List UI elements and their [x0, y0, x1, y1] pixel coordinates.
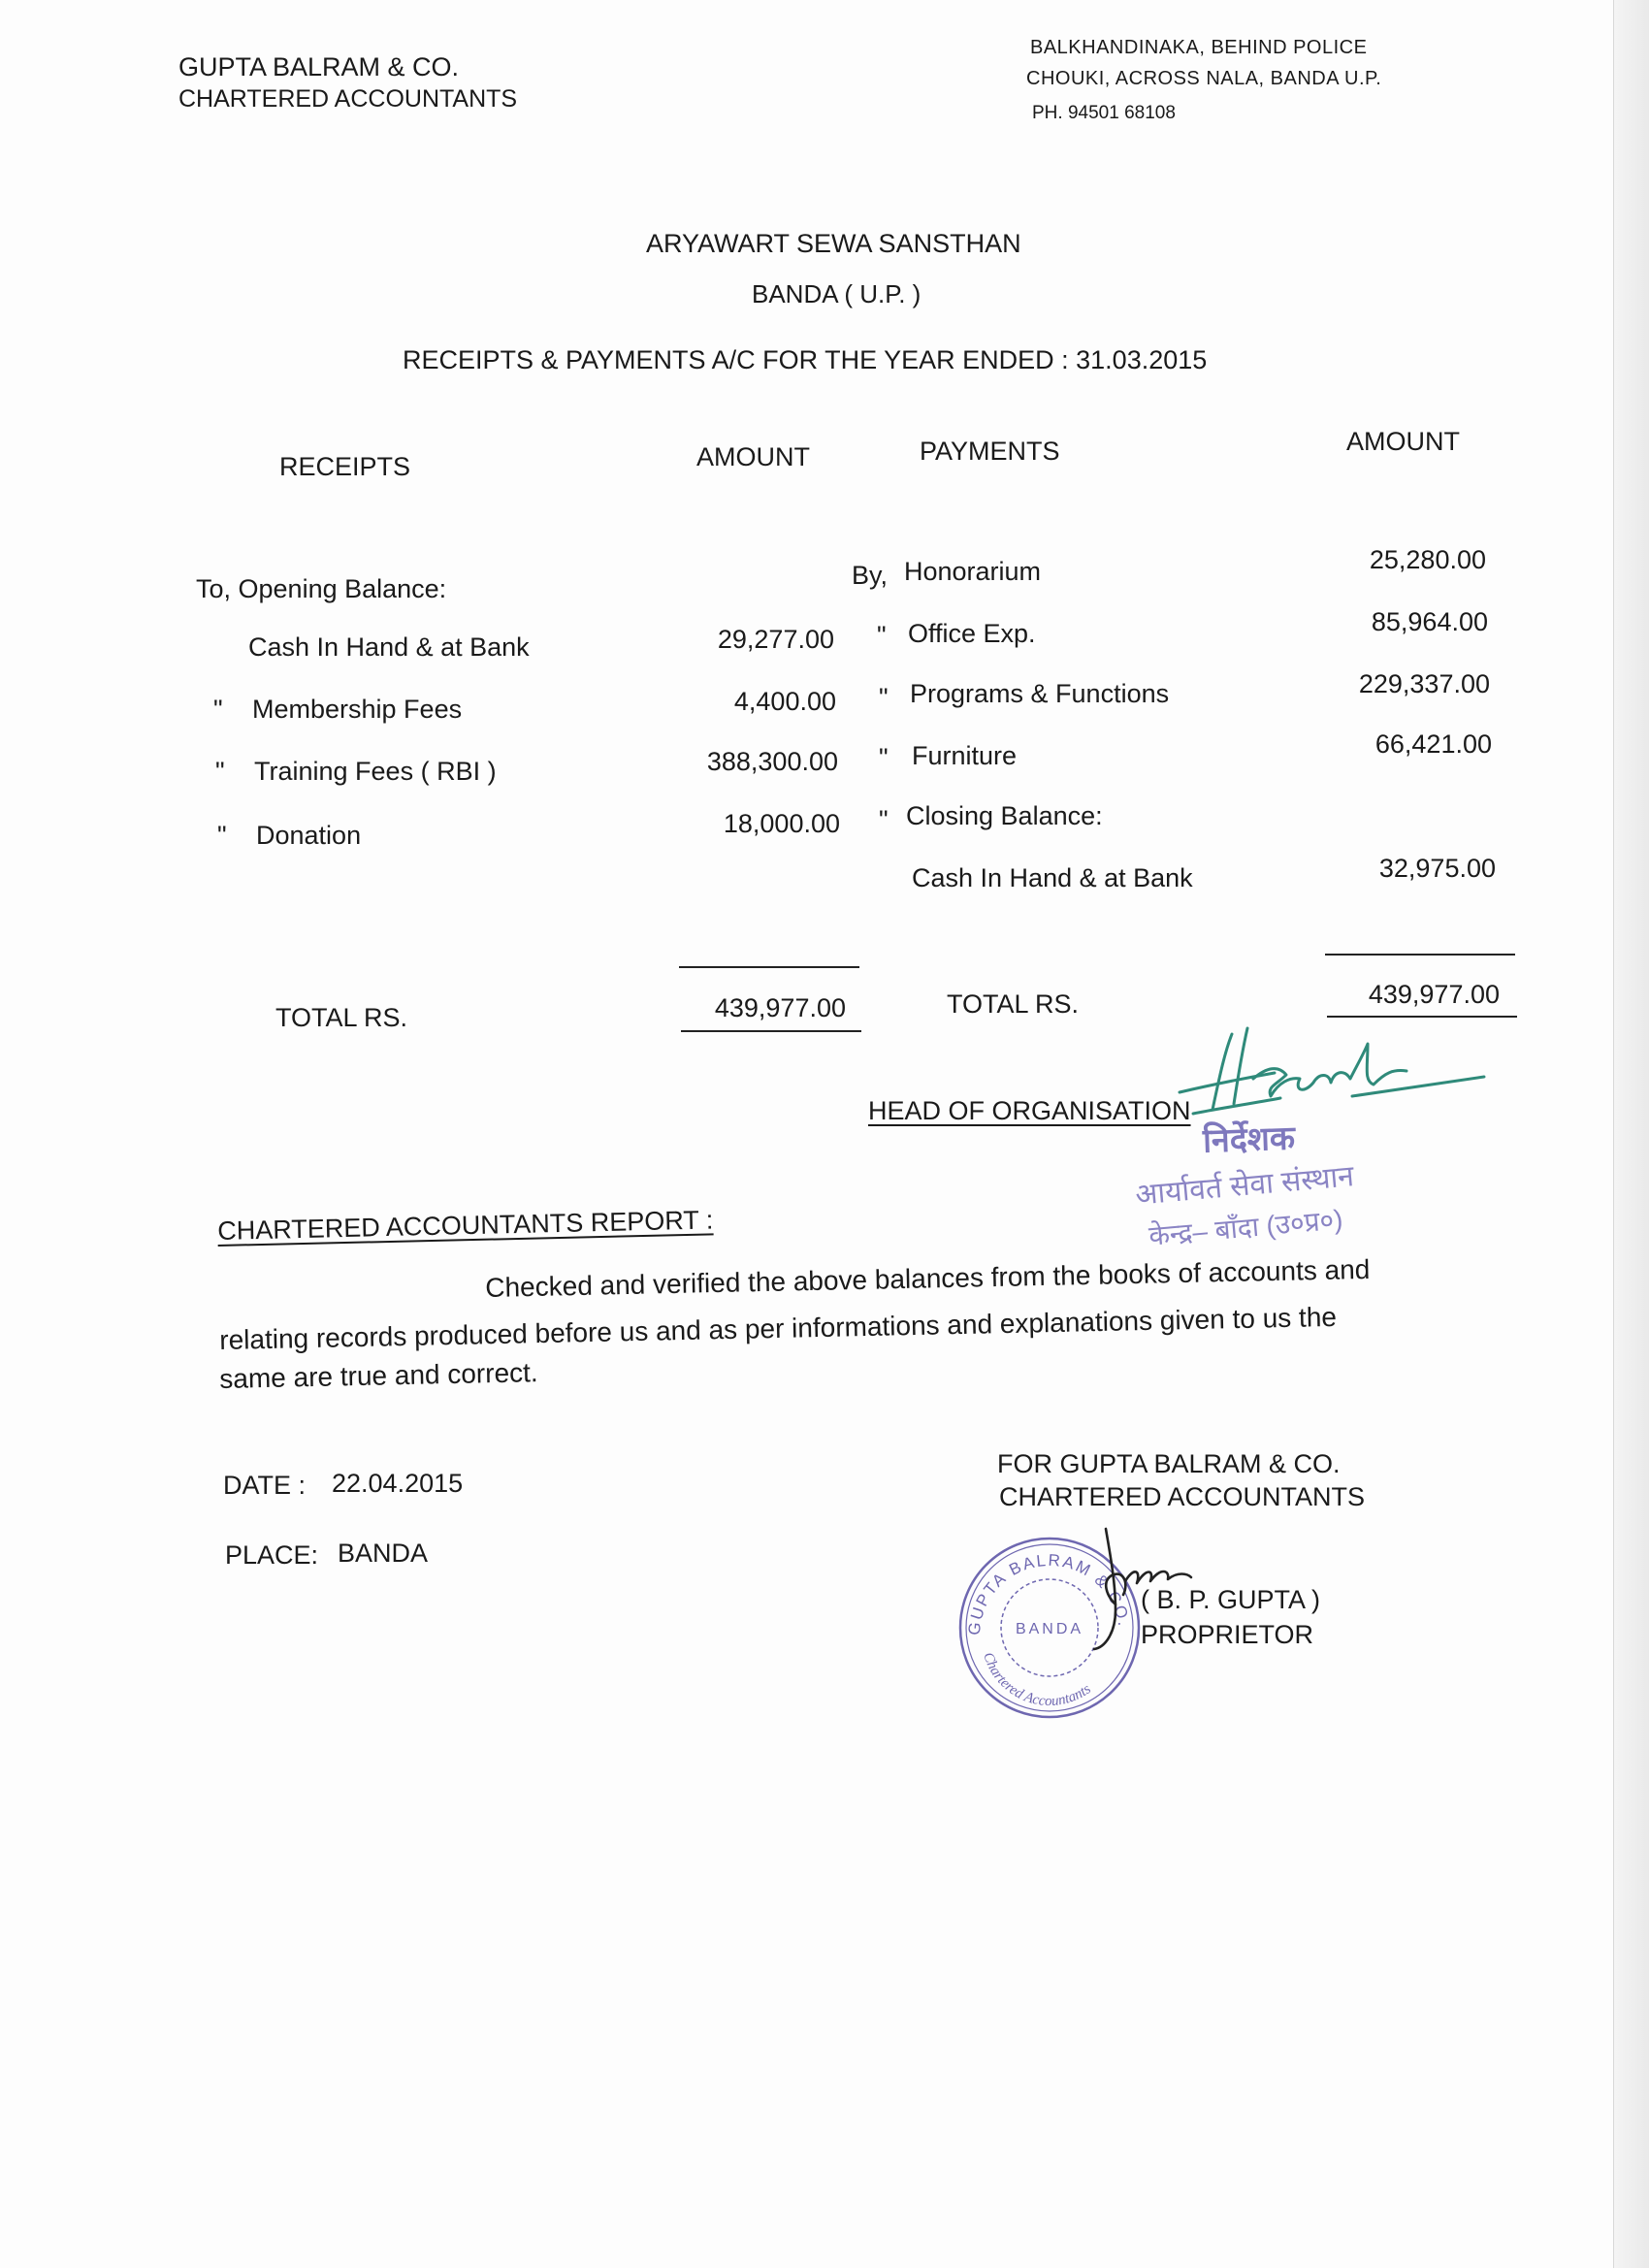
org-stamp-line3: केन्द्र– बाँदा (उ०प्र०) — [1148, 1204, 1344, 1251]
total-receipts: 439,977.00 — [714, 993, 846, 1022]
payment-label: Office Exp. — [908, 619, 1036, 648]
payment-label: Honorarium — [904, 557, 1042, 586]
report-line2: relating records produced before us and as per informations and explanations given to us the — [219, 1301, 1338, 1355]
opening-balance-header: To, Opening Balance: — [196, 574, 447, 603]
org-stamp-line1: निर्देशक — [1202, 1119, 1296, 1160]
column-receipts: RECEIPTS — [279, 452, 411, 481]
paper-edge — [1613, 0, 1649, 2268]
ditto-mark: " — [879, 743, 889, 772]
payment-label: Furniture — [912, 741, 1018, 770]
receipt-amount: 18,000.00 — [723, 809, 840, 838]
total-payments: 439,977.00 — [1368, 980, 1500, 1009]
ditto-mark: " — [217, 821, 227, 850]
payment-mark: By, — [852, 561, 889, 590]
payment-amount: 66,421.00 — [1374, 729, 1492, 759]
firm-designation: CHARTERED ACCOUNTANTS — [178, 85, 518, 113]
org-name: ARYAWART SEWA SANSTHAN — [646, 229, 1021, 258]
proprietor-title: PROPRIETOR — [1141, 1620, 1314, 1649]
payment-amount: 25,280.00 — [1369, 545, 1486, 574]
payment-label: Cash In Hand & at Bank — [912, 863, 1193, 892]
org-stamp-line2: आर्यावर्त सेवा संस्थान — [1134, 1160, 1356, 1212]
column-amount-right: AMOUNT — [1346, 427, 1460, 456]
column-amount-left: AMOUNT — [696, 442, 810, 471]
payment-amount: 85,964.00 — [1371, 607, 1488, 636]
receipt-amount: 29,277.00 — [717, 625, 834, 654]
payment-amount: 229,337.00 — [1358, 669, 1490, 698]
total-label-receipts: TOTAL RS. — [275, 1003, 408, 1032]
ditto-mark: " — [213, 695, 223, 724]
date-label: DATE : — [223, 1471, 307, 1500]
firm-phone: PH. 94501 68108 — [1032, 103, 1176, 123]
place-value: BANDA — [338, 1539, 429, 1568]
proprietor-name: ( B. P. GUPTA ) — [1141, 1585, 1321, 1614]
ditto-mark: " — [879, 805, 889, 834]
head-of-organisation: HEAD OF ORGANISATION — [868, 1096, 1191, 1125]
payment-label: Programs & Functions — [910, 679, 1170, 708]
place-label: PLACE: — [225, 1540, 319, 1570]
seal-bottom-text: Chartered Accountants — [980, 1650, 1094, 1710]
report-line1: Checked and verified the above balances from the books of accounts and — [485, 1253, 1371, 1303]
receipt-label: Donation — [256, 821, 362, 850]
signoff-designation: CHARTERED ACCOUNTANTS — [999, 1482, 1366, 1511]
total-label-payments: TOTAL RS. — [947, 989, 1080, 1019]
proprietor-signature — [1077, 1523, 1203, 1659]
receipt-amount: 388,300.00 — [706, 747, 838, 776]
payment-amount: 32,975.00 — [1378, 854, 1496, 883]
org-location: BANDA ( U.P. ) — [752, 279, 922, 308]
firm-address-line1: BALKHANDINAKA, BEHIND POLICE — [1030, 37, 1368, 58]
subtotal-rule-right — [1325, 954, 1515, 956]
ditto-mark: " — [877, 621, 887, 650]
report-heading: CHARTERED ACCOUNTANTS REPORT : — [217, 1205, 714, 1246]
firm-address-line2: CHOUKI, ACROSS NALA, BANDA U.P. — [1026, 68, 1382, 89]
column-payments: PAYMENTS — [920, 437, 1060, 466]
ditto-mark: " — [215, 757, 225, 786]
statement-title: RECEIPTS & PAYMENTS A/C FOR THE YEAR ENDED : 31.03.2015 — [403, 345, 1208, 374]
signoff-firm: FOR GUPTA BALRAM & CO. — [997, 1449, 1341, 1478]
closing-balance-header: Closing Balance: — [906, 801, 1103, 830]
report-line3: same are true and correct. — [219, 1357, 538, 1394]
seal-inner-text: BANDA — [1015, 1621, 1084, 1637]
firm-name: GUPTA BALRAM & CO. — [178, 52, 460, 81]
receipt-label: Membership Fees — [252, 695, 463, 724]
total-underline-left — [681, 1030, 861, 1032]
receipt-amount: 4,400.00 — [733, 687, 836, 716]
subtotal-rule-left — [679, 966, 859, 968]
date-value: 22.04.2015 — [332, 1469, 464, 1498]
receipt-label: Cash In Hand & at Bank — [248, 632, 530, 662]
seal-outer-text: GUPTA BALRAM & CO. — [964, 1550, 1134, 1636]
ditto-mark: " — [879, 683, 889, 712]
receipt-label: Training Fees ( RBI ) — [254, 757, 497, 786]
